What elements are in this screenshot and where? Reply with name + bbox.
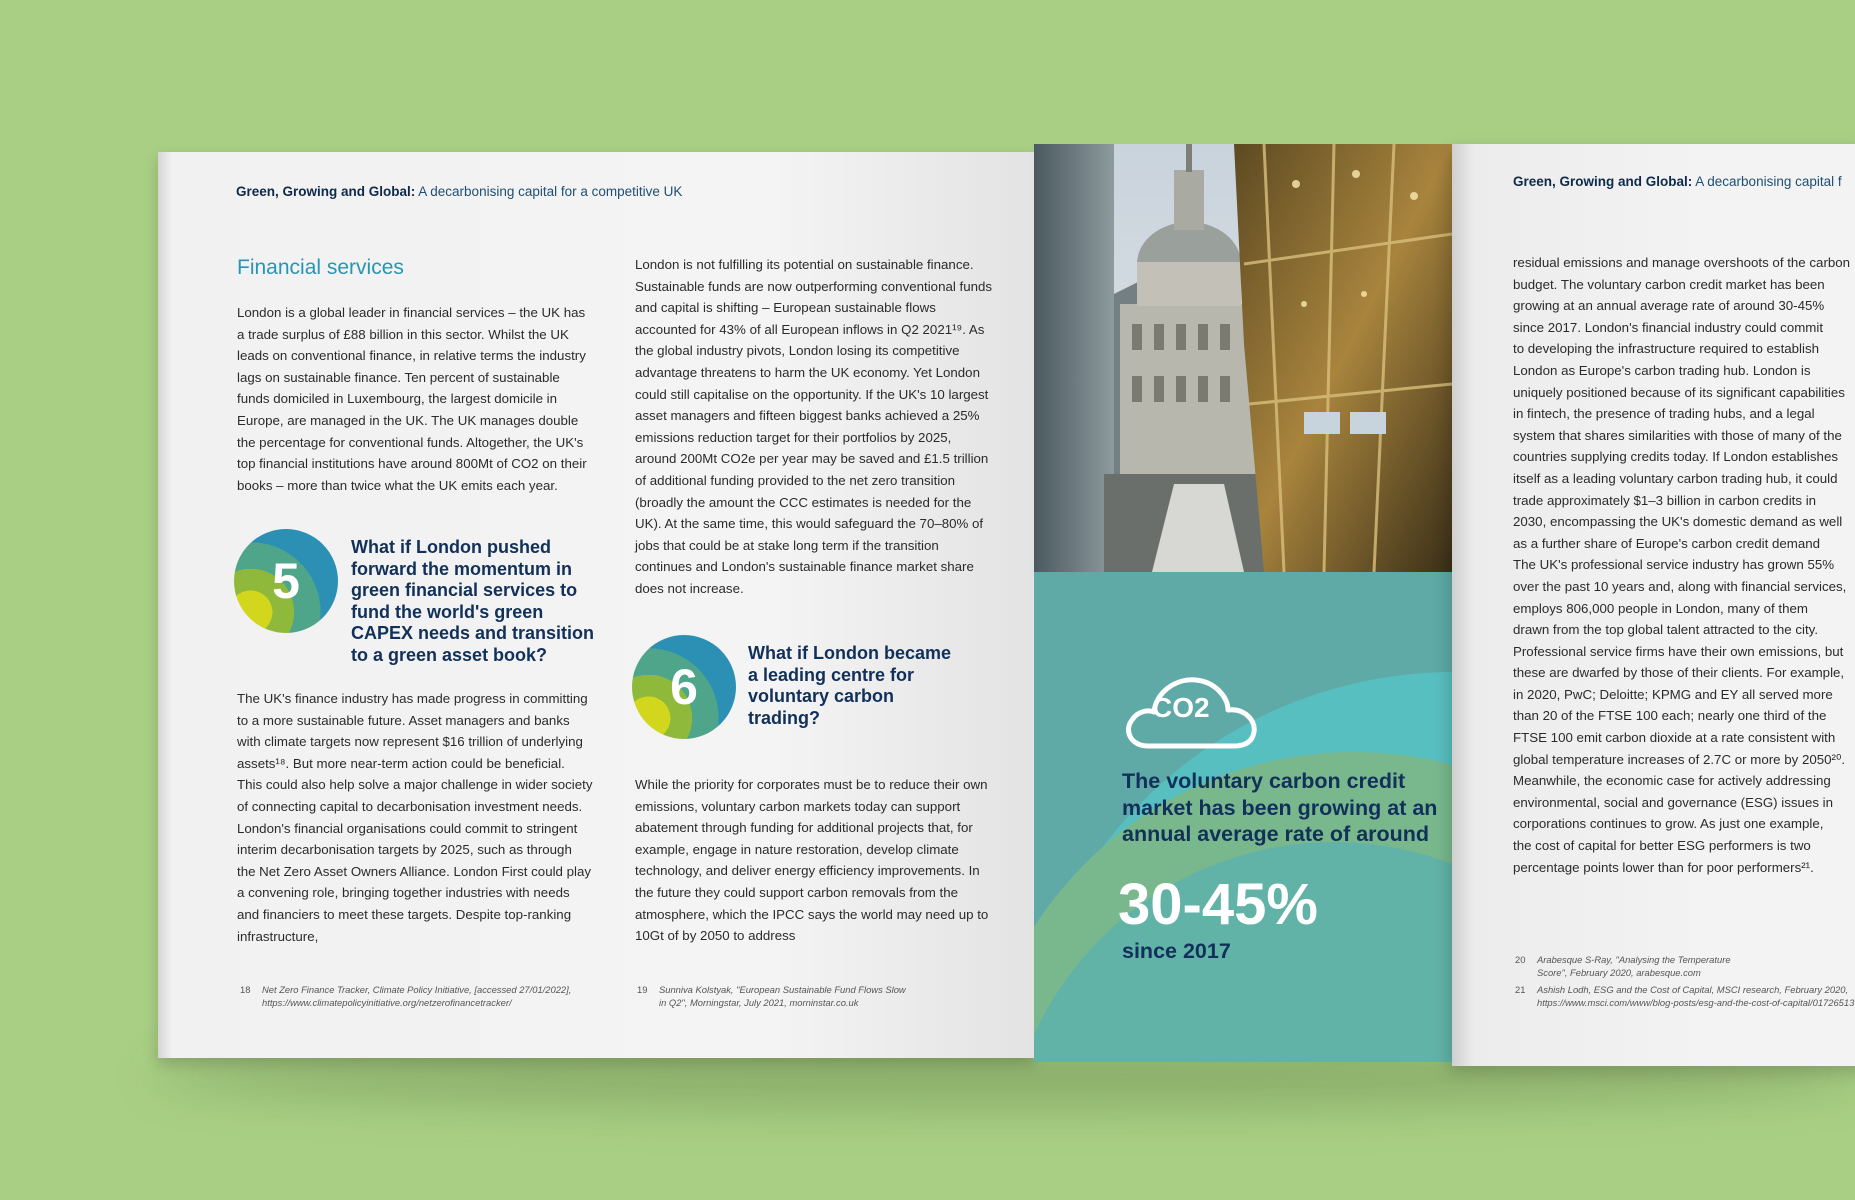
footnote-21-line1: Ashish Lodh, ESG and the Cost of Capital, MSCI research, February 2020, xyxy=(1537,984,1849,995)
column2-after-text: While the priority for corporates must be to reduce their own emissions, voluntary carbon markets today can support abatement through funding for additional projects that, for example, engage in nature restoration, develop climate technology, and deliver energy efficiency improvements. In the future they could support carbon removals from the atmosphere, which the IPCC says the world may need up to 10Gt of by 2050 to address xyxy=(635,777,989,944)
right-page-body xyxy=(1513,252,1855,878)
right-page-line: over the past 10 years and, along with financial services, xyxy=(1513,578,1847,594)
column1-intro-text: London is a global leader in financial services – the UK has a trade surplus of £88 billion in this sector. Whilst the UK leads on conventional finance, in relative terms the industry lags on sustainable finance. Ten percent of sustainable funds domiciled in Luxembourg, the largest domicile in Europe, are managed in the UK. The UK manages double the percentage for conventional funds. Altogether, the UK's top financial institutions have around 800Mt of CO2 on their books – more than twice what the UK emits each year. xyxy=(237,305,587,493)
footnote-20-line1: Arabesque S-Ray, "Analysing the Temperature xyxy=(1537,954,1731,965)
column1-intro xyxy=(237,302,593,496)
question-6-badge xyxy=(632,635,736,739)
question-5-text: What if London pushed forward the momentum in green financial services to fund the world's green CAPEX needs and transition to a green asset book? xyxy=(351,537,595,665)
right-page-line: corporations continues to grow. As just one example, xyxy=(1513,816,1824,832)
right-page-line: these are dwarfed by those of their clients. For example, xyxy=(1513,665,1845,681)
footnote-20-text xyxy=(1537,954,1731,979)
running-head-right-rest: A decarbonising capital f xyxy=(1692,174,1842,189)
st-pauls-cathedral-photo xyxy=(1034,144,1452,572)
right-page-line: trade approximately $1–3 billion in carbon credits in xyxy=(1513,492,1817,508)
running-head-bold: Green, Growing and Global: xyxy=(236,184,416,199)
right-page-line: growing at an annual average rate of around 30-45% xyxy=(1513,298,1825,314)
footnote-18-line2: https://www.climatepolicyinitiative.org/netzerofinancetracker/ xyxy=(262,996,512,1008)
footnote-18-number: 18 xyxy=(240,984,251,995)
right-page-line: Professional service firms have their own emissions, but xyxy=(1513,643,1844,659)
footnote-20-number: 20 xyxy=(1515,954,1526,965)
right-page-line: to developing the infrastructure required to establish xyxy=(1513,341,1820,357)
right-page-line: global temperature increases of 2.7C or more by 2050²⁰. xyxy=(1513,751,1846,767)
right-page-line: as a further share of Europe's carbon credit demand xyxy=(1513,535,1821,551)
column2-intro-text: London is not fulfilling its potential on sustainable finance. Sustainable funds are now outperforming conventional funds and capital is shifting – European sustainable flows accounted for 43% of all European inflows in Q2 2021¹⁹. As the global industry pivots, London losing its competitive advantage threatens to harm the UK economy. Yet London could still capitalise on the opportunity. If the UK's 10 largest asset managers and fifteen biggest banks achieved a 25% emissions reduction target for their portfolios by 2025, around 200Mt CO2e per year may be saved and £1.5 trillion of additional funding provided to the net zero transition (broadly the amount the CCC estimates is needed for the UK). At the same time, this would safeguard the 70–80% of jobs that could be at stake long term if the transition continues and London's sustainable finance market share does not increase. xyxy=(635,257,993,596)
right-page-line: environmental, social and governance (ESG) issues in xyxy=(1513,794,1834,810)
right-page-line: in 2020, PwC; Deloitte; KPMG and EY all served more xyxy=(1513,686,1833,702)
section-title: Financial services xyxy=(237,256,404,279)
right-page-line: employs 806,000 people in London, many of them xyxy=(1513,600,1808,616)
right-page-line: than 20 of the FTSE 100 each; nearly one third of the xyxy=(1513,708,1827,724)
callout-text: The voluntary carbon credit market has been growing at an annual average rate of around xyxy=(1122,769,1438,846)
callout-figure: 30-45% xyxy=(1118,872,1318,937)
question-6-number: 6 xyxy=(670,659,698,715)
right-page-line: The UK's professional service industry has grown 55% xyxy=(1513,557,1835,573)
running-head-rest: A decarbonising capital for a competitive UK xyxy=(415,184,683,199)
footnote-18-text xyxy=(262,984,571,1009)
callout-since: since 2017 xyxy=(1122,939,1231,963)
left-page xyxy=(158,152,1034,1058)
right-page-line: itself as a leading voluntary carbon trading hub, it could xyxy=(1513,470,1838,486)
column1-after xyxy=(237,688,593,947)
footnote-19-number: 19 xyxy=(637,984,648,995)
right-page-line: the cost of capital for better ESG performers is two xyxy=(1513,838,1811,854)
callout-page xyxy=(1034,144,1452,1062)
running-head-right-bold: Green, Growing and Global: xyxy=(1513,174,1693,189)
right-page-line: percentage points lower than for poor performers²¹. xyxy=(1513,859,1814,875)
right-page-line: 2030, encompassing the UK's domestic demand as well xyxy=(1513,514,1843,530)
footnote-21-number: 21 xyxy=(1515,984,1526,995)
co2-icon-label: CO2 xyxy=(1152,692,1210,723)
question-5-badge xyxy=(234,529,338,633)
column2-after xyxy=(635,774,995,947)
right-page xyxy=(1452,144,1855,1066)
running-head-left xyxy=(236,184,682,199)
right-page-line: uniquely positioned because of its significant capabilities xyxy=(1513,384,1845,400)
column1-after-text: The UK's finance industry has made progress in committing to a more sustainable future. Asset managers and banks with climate targets now represent $16 trillion of underlying assets¹⁸. But more near-term action could be beneficial. This could also help solve a major challenge in wider society of connecting capital to decarbonisation investment needs. London's financial organisations could commit to stringent interim decarbonisation targets by 2025, such as through the Net Zero Asset Owners Alliance. London First could play a convening role, bringing together industries with needs and financiers to meet these targets. Despite top-ranking infrastructure, xyxy=(237,691,593,944)
right-page-line: drawn from the top global talent attracted to the city. xyxy=(1513,622,1819,638)
footnote-19-text xyxy=(659,984,906,1009)
right-page-line: residual emissions and manage overshoots of the carbon xyxy=(1513,255,1851,270)
right-page-line: countries supplying credits today. If London establishes xyxy=(1513,449,1838,465)
right-page-line: London as Europe's carbon trading hub. London is xyxy=(1513,362,1811,378)
column2-intro xyxy=(635,254,995,600)
footnote-21-line2: https://www.msci.com/www/blog-posts/esg-and-the-cost-of-capital/01726513 xyxy=(1537,996,1855,1008)
question-5-number: 5 xyxy=(272,553,300,609)
right-page-line: since 2017. London's financial industry could commit xyxy=(1513,319,1824,335)
question-6-text: What if London became a leading centre for voluntary carbon trading? xyxy=(748,643,952,728)
footnote-21-text xyxy=(1537,984,1854,1009)
footnote-19-line2: in Q2", Morningstar, July 2021, morninstar.co.uk xyxy=(659,996,859,1008)
right-page-line: in fintech, the presence of trading hubs, and a legal xyxy=(1513,406,1815,422)
footnote-19-line1: Sunniva Kolstyak, "European Sustainable Fund Flows Slow xyxy=(659,984,906,995)
footnote-18-line1: Net Zero Finance Tracker, Climate Policy Initiative, [accessed 27/01/2022], xyxy=(262,984,572,995)
right-page-line: system that shares similarities with those of many of the xyxy=(1513,427,1842,443)
right-page-line: FTSE 100 emit carbon dioxide at a rate consistent with xyxy=(1513,730,1836,746)
right-page-line: Meanwhile, the economic case for actively addressing xyxy=(1513,773,1831,789)
right-page-line: budget. The voluntary carbon credit market has been xyxy=(1513,276,1825,292)
running-head-right xyxy=(1513,174,1842,189)
footnote-20-line2: Score", February 2020, arabesque.com xyxy=(1537,966,1701,978)
